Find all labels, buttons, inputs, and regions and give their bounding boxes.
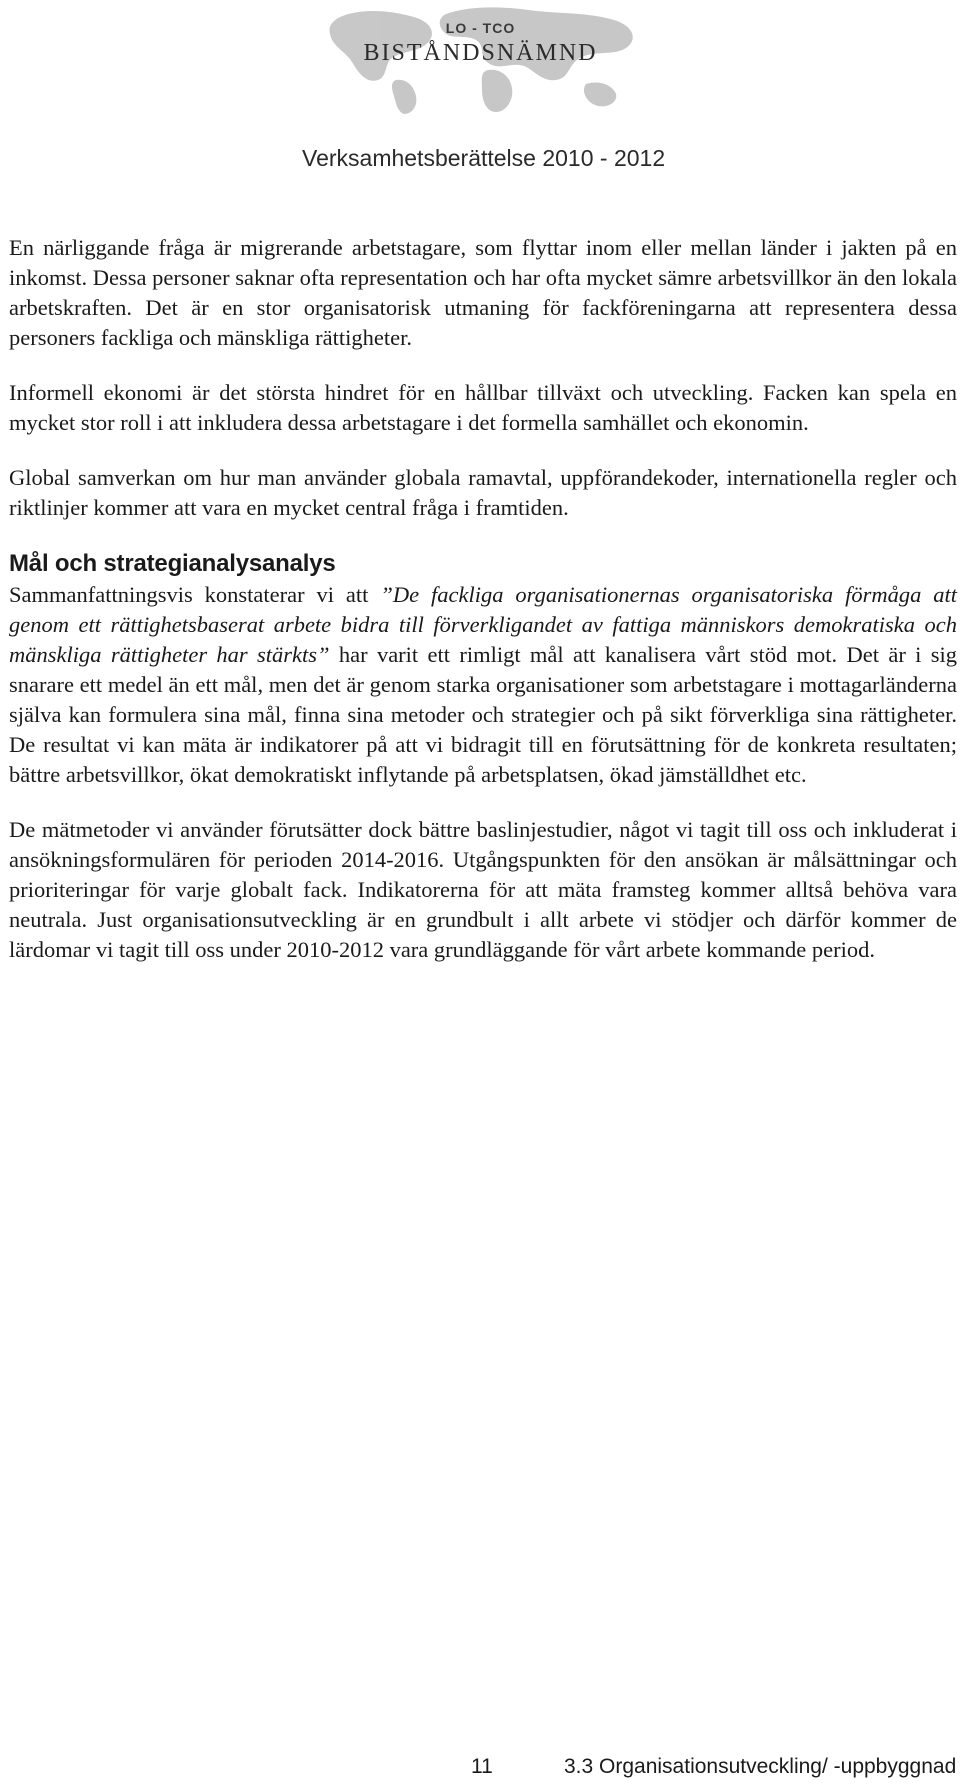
footer-section-title: 3.3 Organisationsutveckling/ -uppbyggnad [564, 1755, 957, 1778]
paragraph-informal-economy: Informell ekonomi är det största hindret för en hållbar tillväxt och utveckling. Facken kan spela en mycket stor roll i att inkludera dessa arbetstagare i det formella samhället och ekonomin. [9, 380, 957, 435]
paragraph-migrant-workers: En närliggande fråga är migrerande arbetstagare, som flyttar inom eller mellan länder i jakten på en inkomst. Dessa personer saknar ofta representation och har ofta mycket sämre arbetsvillkor än den lokala arbetskraften. Det är en stor organisatorisk utmaning för fackföreningarna att representera dessa personers fackliga och mänskliga rättigheter. [9, 235, 957, 350]
logo-text-top: LO - TCO [445, 20, 516, 36]
report-title: Verksamhetsberättelse 2010 - 2012 [302, 145, 666, 171]
organization-logo [318, 0, 643, 118]
paragraph-measurement-methods: De mätmetoder vi använder förutsätter dock bättre baslinjestudier, något vi tagit till oss och inkluderat i ansökningsformulären för perioden 2014-2016. Utgångspunkten för den ansökan är målsättningar och prioriteringar för varje globalt fack. Indikatorerna för att mäta framsteg kommer alltså behöva vara neutrala. Just organisationsutveckling är en grundbult i allt arbete vi stödjer och därför kommer de lärdomar vi tagit till oss under 2010-2012 vara grundläggande för vårt arbete kommande period. [9, 817, 957, 962]
section-heading: Mål och strategianalysanalys [9, 550, 336, 577]
paragraph-goals-strategy [9, 580, 957, 790]
page-number: 11 [471, 1755, 493, 1778]
paragraph-goals-intro: Sammanfattningsvis konstaterar vi att [9, 582, 381, 607]
logo-text-main: BISTÅNDSNÄMND [363, 40, 598, 66]
document-body [9, 233, 957, 990]
paragraph-global-cooperation: Global samverkan om hur man använder globala ramavtal, uppförandekoder, internationella regler och riktlinjer kommer att vara en mycket central fråga i framtiden. [9, 465, 957, 520]
goal-quote: ”De fackliga organisationernas organisatoriska förmåga att genom ett rättighetsbaserat arbete bidra till förverkligandet av fattiga människors demokratiska och mänskliga rättigheter har stärkts” [9, 582, 958, 667]
paragraph-goals-rest: har varit ett rimligt mål att kanalisera vårt stöd mot. Det är i sig snarare ett medel än ett mål, men det är genom starka organisationer som arbetstagare i mottagarländerna själva kan formulera sina mål, finna sina metoder och strategier och på sikt förverkliga sina rättigheter. De resultat vi kan mäta är indikatorer på att vi bidragit till en förutsättning för de konkreta resultaten; bättre arbetsvillkor, ökat demokratiskt inflytande på arbetsplatsen, ökad jämställdhet etc. [9, 642, 957, 787]
